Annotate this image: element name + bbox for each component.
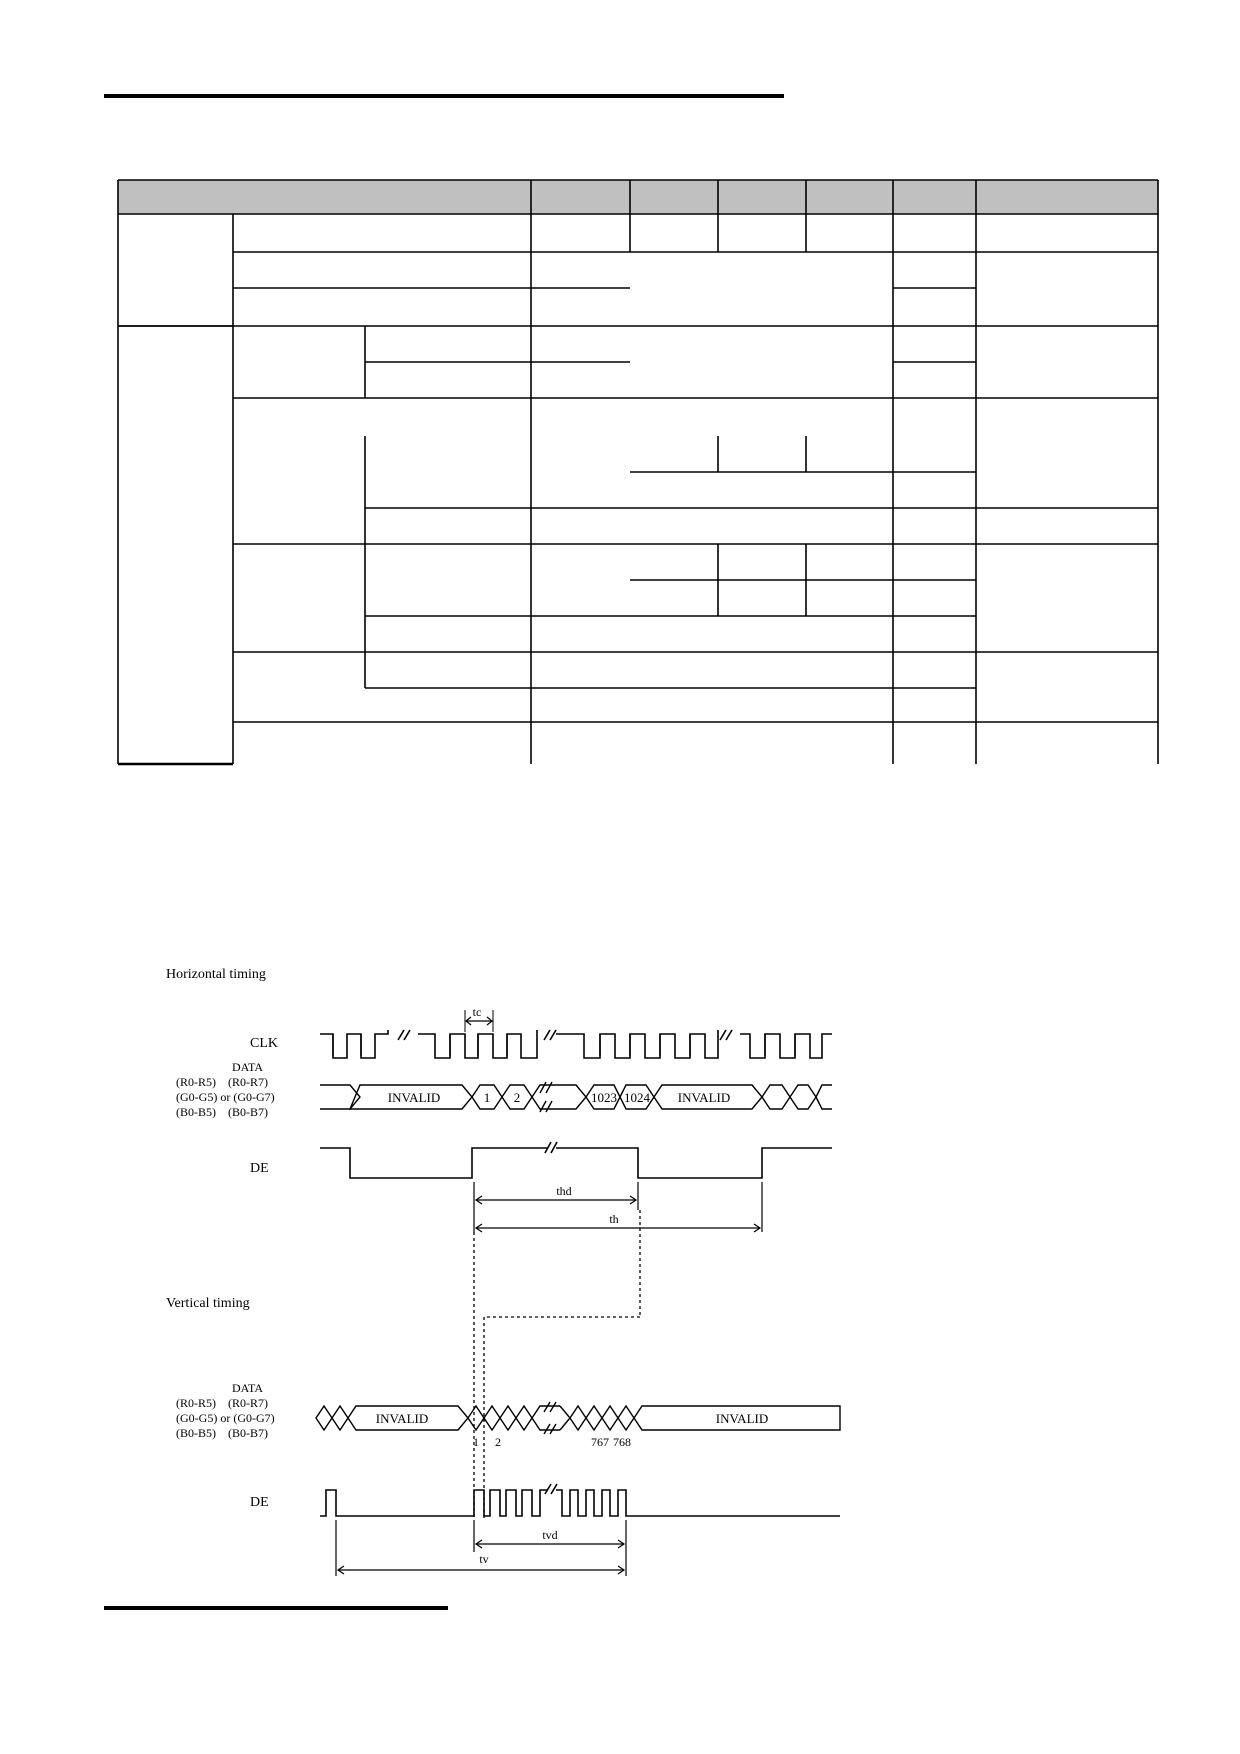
h-bus-line-3: (B0-B5) (B0-B7): [176, 1105, 268, 1119]
tc-label: tc: [472, 1005, 482, 1019]
v-cell-767: [602, 1406, 618, 1430]
h-data-label: DATA: [232, 1060, 264, 1074]
v-invalid-left-text: INVALID: [375, 1411, 429, 1426]
h-cell-1-text: 1: [483, 1090, 491, 1105]
th-label: th: [609, 1212, 619, 1226]
v-invalid-right-text: INVALID: [715, 1411, 769, 1426]
v-de-waveform: [320, 1484, 840, 1516]
tv-label: tv: [479, 1552, 489, 1566]
horizontal-timing-title: Horizontal timing: [166, 967, 266, 982]
v-cell-1: [468, 1406, 484, 1430]
h-de-waveform: [320, 1142, 832, 1178]
thd-label: thd: [556, 1184, 572, 1198]
v-cell-1-text: 1: [473, 1435, 479, 1449]
v-cell-768: [618, 1406, 634, 1430]
h-cell-1024-text: 1024: [624, 1090, 650, 1105]
v-cell-767-text: 767: [591, 1435, 609, 1449]
v-cell-2-text: 2: [495, 1435, 501, 1449]
h-bus-line-1: (R0-R5) (R0-R7): [176, 1075, 268, 1089]
v-bus-line-3: (B0-B5) (B0-B7): [176, 1426, 268, 1440]
v-bus-line-2: (G0-G5) or (G0-G7): [176, 1411, 275, 1425]
h-invalid-left-text: INVALID: [387, 1090, 441, 1105]
v-cell-768-text: 768: [613, 1435, 631, 1449]
h-cell-1023-text: 1023: [591, 1090, 617, 1105]
h-cell-2-text: 2: [513, 1090, 521, 1105]
h-de-label: DE: [250, 1161, 269, 1176]
clk-label: CLK: [250, 1036, 278, 1051]
dotted-connectors: [474, 1210, 640, 1520]
vertical-timing-title: Vertical timing: [166, 1296, 250, 1311]
clk-waveform: [320, 1010, 832, 1058]
h-bus-line-2: (G0-G5) or (G0-G7): [176, 1090, 275, 1104]
v-data-label: DATA: [232, 1381, 264, 1395]
h-invalid-right-text: INVALID: [677, 1090, 731, 1105]
v-de-label: DE: [250, 1495, 269, 1510]
v-cell-2: [484, 1406, 500, 1430]
v-dimensions: [336, 1520, 626, 1576]
v-bus-line-1: (R0-R5) (R0-R7): [176, 1396, 268, 1410]
tvd-label: tvd: [542, 1528, 558, 1542]
